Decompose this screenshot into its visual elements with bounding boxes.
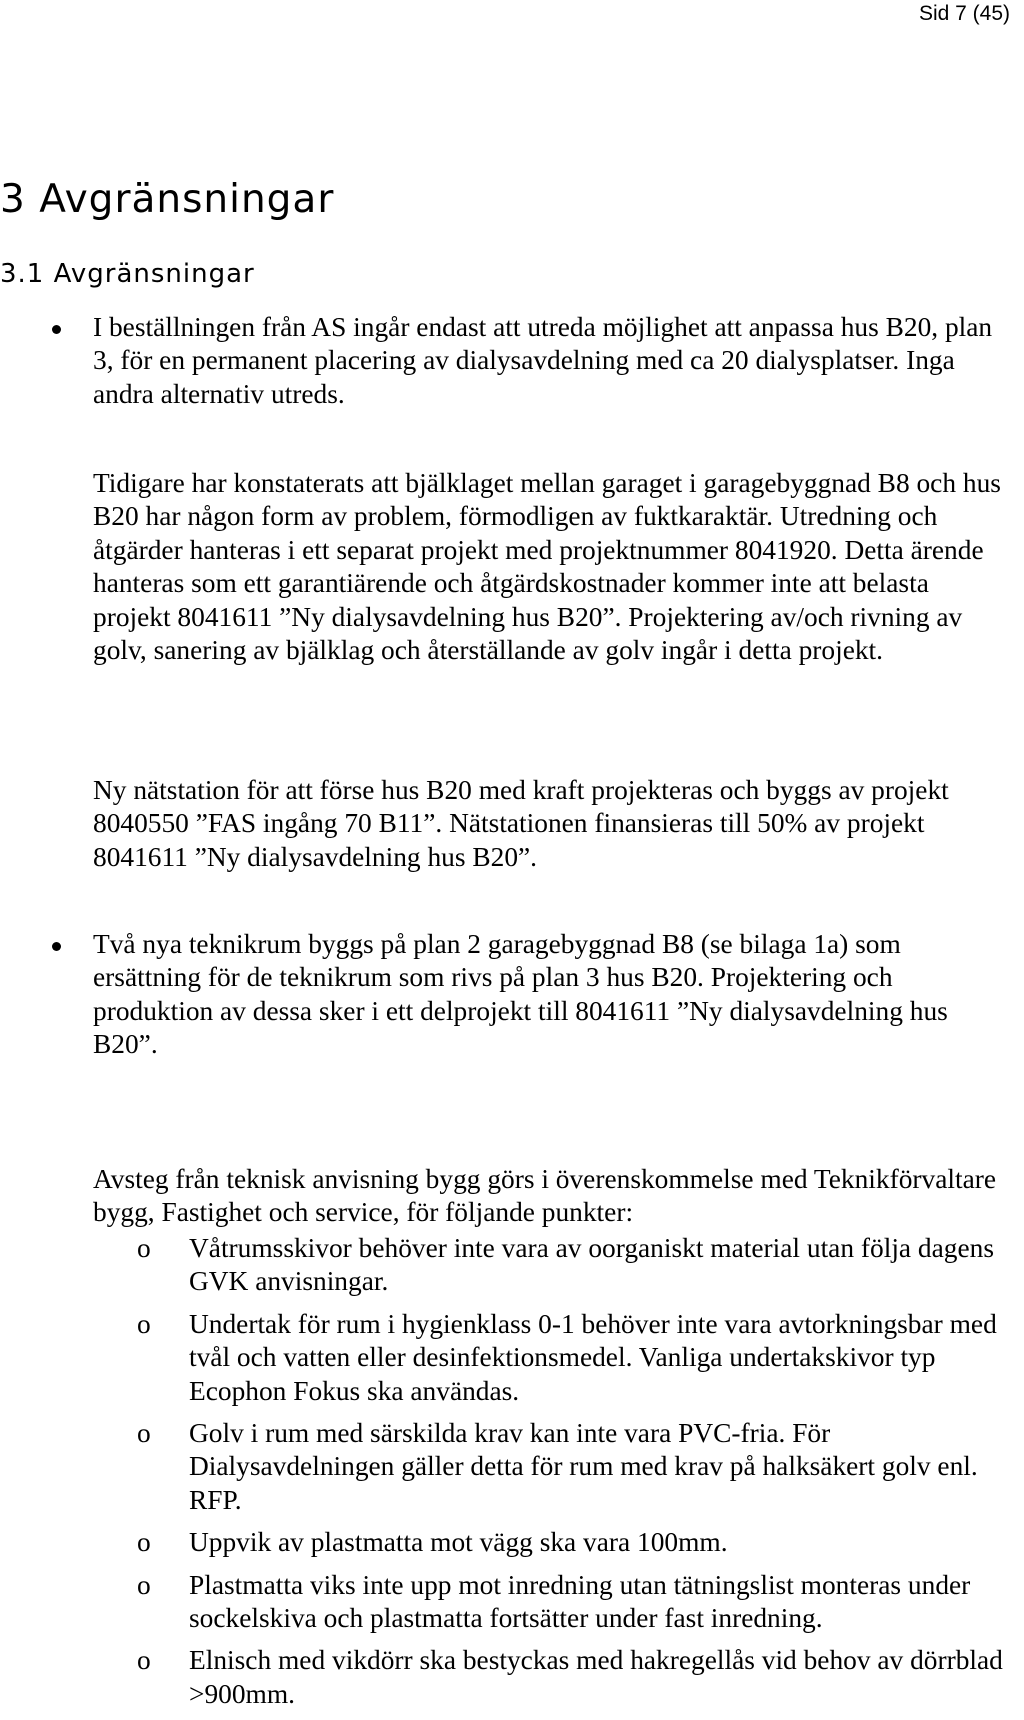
sub-list-item-text: Undertak för rum i hygienklass 0-1 behöver inte vara avtorkningsbar med tvål och vatten eller desinfektionsmedel. Vanliga undertakskivor typ Ecophon Fokus ska användas. xyxy=(189,1308,997,1406)
paragraph-text: Avsteg från teknisk anvisning bygg görs i överenskommelse med Teknikförvaltare bygg, Fastighet och service, för följande punkter: xyxy=(93,1164,997,1228)
sub-list-item xyxy=(137,1526,1019,1559)
sub-list-item xyxy=(137,1232,1019,1299)
bullet-text: Två nya teknikrum byggs på plan 2 garagebyggnad B8 (se bilaga 1a) som ersättning för de teknikrum som rivs på plan 3 hus B20. Projektering och produktion av dessa sker i ett delprojekt till 8041611 ”Ny dialysavdelning hus B20”. xyxy=(93,929,948,1060)
circle-bullet-icon: o xyxy=(137,1645,151,1676)
circle-bullet-icon: o xyxy=(137,1527,151,1558)
circle-bullet-icon: o xyxy=(137,1418,151,1449)
page-number: Sid 7 (45) xyxy=(918,2,1010,25)
sub-list-item xyxy=(137,1417,1019,1517)
section-heading: 3 Avgränsningar xyxy=(0,177,335,222)
paragraph xyxy=(93,467,1013,667)
bullet-item xyxy=(93,311,1013,411)
paragraph-text: Tidigare har konstaterats att bjälklaget mellan garaget i garagebyggnad B8 och hus B20 har någon form av problem, förmodligen av fuktkaraktär. Utredning och åtgärder hanteras i ett separat projekt med projektnummer 8041920. Detta ärende hanteras som ett garantiärende och åtgärdskostnader kommer inte att belasta projekt 8041611 ”Ny dialysavdelning hus B20”. Projektering av/och rivning av golv, sanering av bjälklag och återställande av golv ingår i detta projekt. xyxy=(93,468,1001,666)
sub-list-item-text: Plastmatta viks inte upp mot inredning utan tätningslist monteras under sockelskiva och plastmatta fortsätter under fast inredning. xyxy=(189,1569,971,1634)
sub-list-item xyxy=(137,1644,1019,1711)
circle-bullet-icon: o xyxy=(137,1308,151,1339)
circle-bullet-icon: o xyxy=(137,1233,151,1263)
bullet-dot-icon xyxy=(52,942,61,951)
paragraph-text: Ny nätstation för att förse hus B20 med kraft projekteras och byggs av projekt 8040550 ”FAS ingång 70 B11”. Nätstationen finansieras till 50% av projekt 8041611 ”Ny dialysavdelning hus B20”. xyxy=(93,775,949,872)
sub-list-item xyxy=(137,1308,1019,1408)
sub-list xyxy=(137,1232,1019,1720)
bullet-item xyxy=(93,928,1013,1062)
sub-list-item-text: Golv i rum med särskilda krav kan inte vara PVC-fria. För Dialysavdelningen gäller detta för rum med krav på halksäkert golv enl. RFP. xyxy=(189,1418,978,1515)
sub-list-item-text: Våtrumsskivor behöver inte vara av oorganiskt material utan följa dagens GVK anvisningar. xyxy=(189,1233,994,1297)
sub-list-item xyxy=(137,1569,1019,1636)
sub-list-item-text: Elnisch med vikdörr ska bestyckas med hakregellås vid behov av dörrblad >900mm. xyxy=(189,1645,1003,1709)
circle-bullet-icon: o xyxy=(137,1569,151,1600)
bullet-dot-icon xyxy=(52,325,61,334)
paragraph xyxy=(93,1163,1013,1230)
subsection-heading: 3.1 Avgränsningar xyxy=(0,259,255,289)
bullet-text: I beställningen från AS ingår endast att utreda möjlighet att anpassa hus B20, plan 3, för en permanent placering av dialysavdelning med ca 20 dialysplatser. Inga andra alternativ utreds. xyxy=(93,312,993,409)
paragraph xyxy=(93,774,1013,874)
sub-list-item-text: Uppvik av plastmatta mot vägg ska vara 100mm. xyxy=(189,1527,728,1558)
